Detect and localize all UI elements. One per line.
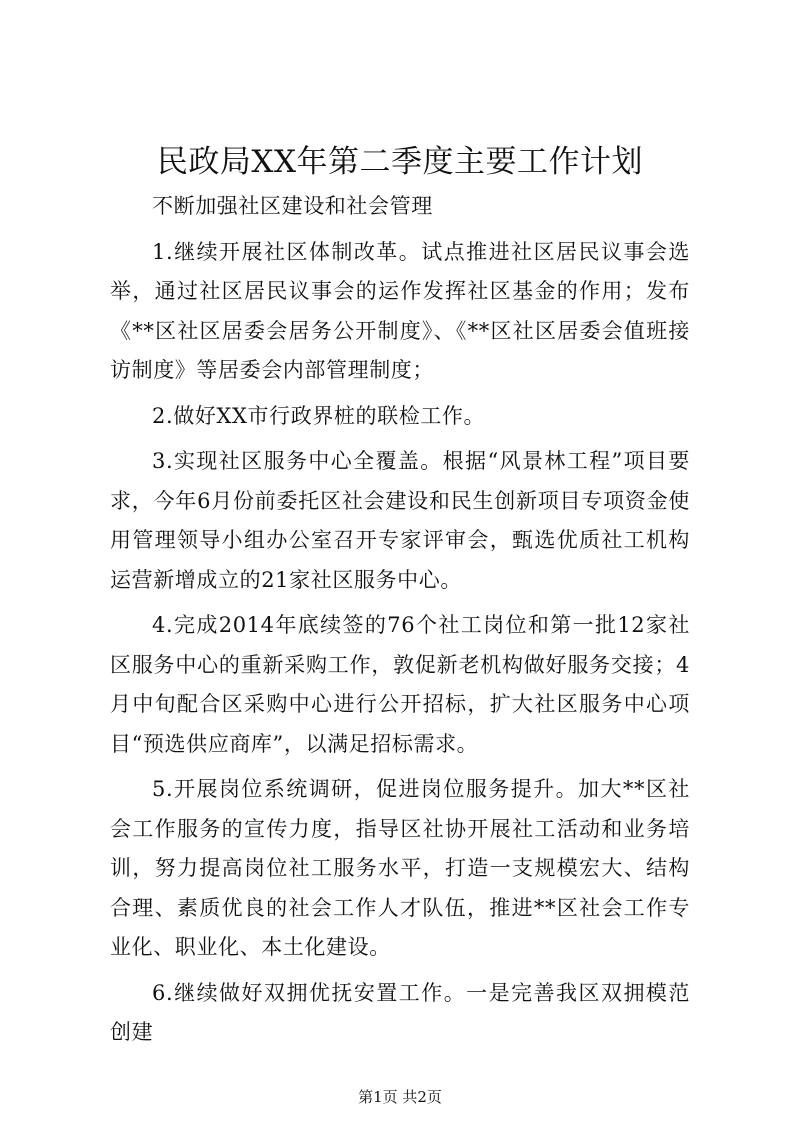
document-body	[110, 187, 690, 1053]
paragraph-item-6: 6.继续做好双拥优抚安置工作。一是完善我区双拥模范创建	[110, 980, 690, 1044]
paragraph-item-1: 1.继续开展社区体制改革。试点推进社区居民议事会选举，通过社区居民议事会的运作发挥社区基金的作用；发布《**区社区居委会居务公开制度》、《**区社区居委会值班接访制度》等居委会内部管理制度；	[110, 239, 690, 382]
section-heading: 不断加强社区建设和社会管理	[152, 194, 433, 218]
paragraph-item-5: 5.开展岗位系统调研，促进岗位服务提升。加大**区社会工作服务的宣传力度，指导区社协开展社工活动和业务培训，努力提高岗位社工服务水平，打造一支规模宏大、结构合理、素质优良的社会工作人才队伍，推进**区社会工作专业化、职业化、本土化建设。	[110, 777, 690, 959]
paragraph-item-2: 2.做好XX市行政界桩的联检工作。	[152, 403, 486, 428]
paragraph-item-4: 4.完成2014年底续签的76个社工岗位和第一批12家社区服务中心的重新采购工作，敦促新老机构做好服务交接；4月中旬配合区采购中心进行公开招标，扩大社区服务中心项目“预选供应商库”，以满足招标需求。	[110, 613, 690, 756]
document-title: 民政局XX年第二季度主要工作计划	[156, 144, 644, 180]
paragraph-item-3: 3.实现社区服务中心全覆盖。根据“风景林工程”项目要求，今年6月份前委托区社会建设和民生创新项目专项资金使用管理领导小组办公室召开专家评审会，甄选优质社工机构运营新增成立的21家社区服务中心。	[110, 449, 690, 592]
page-number-footer: 第1页 共2页	[358, 1088, 442, 1106]
